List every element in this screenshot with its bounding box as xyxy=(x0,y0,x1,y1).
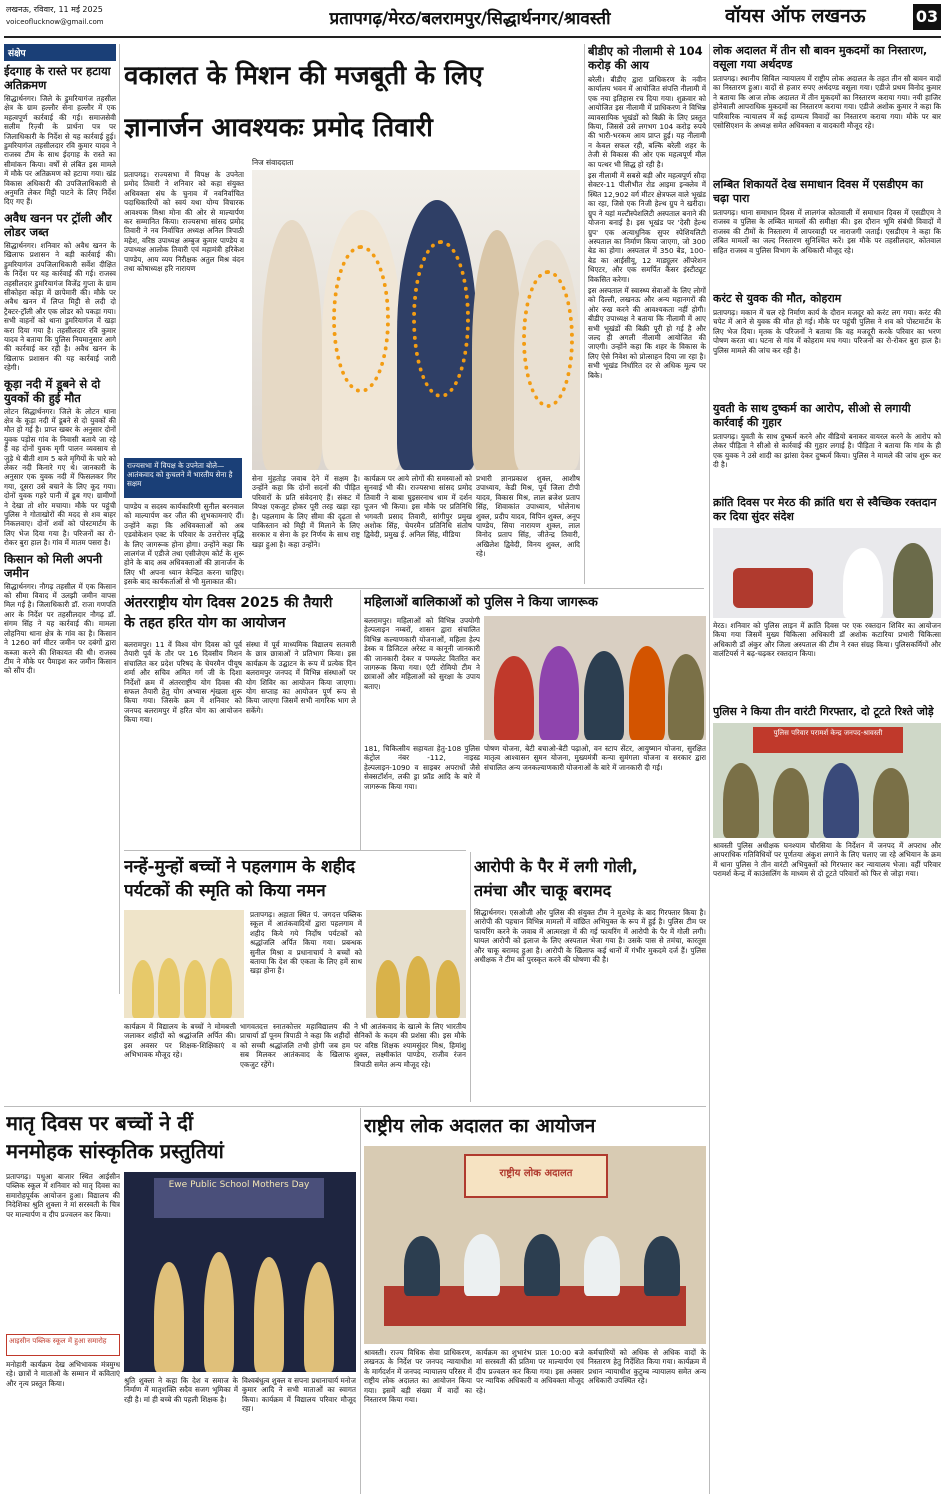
mothers-right-rule xyxy=(360,1108,361,1494)
brief-1-headline: ईदगाह के रास्ते पर हटाया अतिक्रमण xyxy=(4,64,111,92)
yoga-headline-1: अंतरराष्ट्रीय योग दिवस 2025 की तैयारी xyxy=(124,595,333,611)
lead-body-5: प्रभारी ज्ञानप्रकाश शुक्ल, आशीष उपाध्याय, केडी मिश्र, पूर्व जिला टीपी यादव, विकास मिश्र, लाल ब्रजेश प्रताप सिंह, शिवाकांत उपाध्याय, भोलेनाथ शुक्ल, प्रदीप यादव, विपिन शुक्ल, अनूप पाण्डेय, सिया नारायण शुक्ल, लाल विनोद प्रताप सिंह, जीतेन्द्र तिवारी, अखिलेश द्विवेदी, विनय शुक्ल, आदि रहे। xyxy=(476,474,580,559)
lok-adalat-body-1: श्रावस्ती। राज्य विधिक सेवा प्राधिकरण, लखनऊ के निर्देश पर जनपद न्यायाधीश के मार्गदर्शन में जनपद न्यायालय परिसर में राष्ट्रीय लोक अदालत का आयोजन किया गया। इसमें बड़ी संख्या में वादों का निस्तारण किया गया। xyxy=(364,1348,472,1405)
current-body: प्रतापगढ़। मकान में चल रहे निर्माण कार्य के दौरान मजदूर को करंट लग गया। करंट की चपेट में आने से युवक की मौत हो गई। मौके पर पहुंची पुलिस ने शव को पोस्टमार्टम के लिए भेज दिया। मृतक के परिजनों ने बताया कि वह मजदूरी करके परिवार का भरण पोषण करता था। घटना से गांव में कोहराम मच गया। परिजनों का रो-रोकर बुरा हाल है। पुलिस मामले की जांच कर रही है। xyxy=(713,308,941,355)
masthead-email: voiceoflucknow@gmail.com xyxy=(6,18,104,26)
children-headline-2: पर्यटकों की स्मृति को किया नमन xyxy=(124,881,326,901)
official-4 xyxy=(584,1236,620,1296)
mothers-headline-2: मनमोहक सांस्कृतिक प्रस्तुतियां xyxy=(6,1139,224,1163)
page-number xyxy=(913,4,941,30)
children-photo-2 xyxy=(366,910,466,1018)
children-body-4: ने भी आतंकवाद के खात्मे के लिए भारतीय सैनिकों के कदम की प्रशंसा की। इस मौके पर वरिष्ठ शिक्षक श्यामसुंदर मिश्र, हिमांशु शुक्ल, लक्ष्मीकांत पाण्डेय, राजीव रंजन त्रिपाठी समेत अन्य मौजूद रहे। xyxy=(354,1022,466,1069)
stage-banner-text: Ewe Public School Mothers Day xyxy=(168,1180,310,1190)
child-3 xyxy=(184,960,206,1018)
yoga-headline-2: के तहत हरित योग का आयोजन xyxy=(124,615,286,631)
counselling-banner-text: पुलिस परिवार परामर्श केन्द्र जनपद-श्रावस्ती xyxy=(773,729,883,737)
crowd-1 xyxy=(494,656,534,740)
lead-body-1: प्रतापगढ़। राज्यसभा में विपक्ष के उपनेता प्रमोद तिवारी ने शनिवार को कहा संयुक्त अधिवक्ता संघ के चुनाव में नवनिर्वाचित पदाधिकारियों को स्वयं यथा योग्य विचारक आवश्यक मिश्रा मोना की ओर से माल्यार्पण कर सम्मानित किया। राज्यसभा सांसद प्रमोद तिवारी ने नव निर्वाचित अध्यक्ष अनिल त्रिपाठी महेश, वरिष्ठ उपाध्यक्ष अम्बुज कुमार पाण्डेय व उपाध्यक्ष आलोक तिवारी एवं महामंत्री हरिकेश पाण्डेय, आय व्यय निरीक्षक अतुल मिश्र वंदन तथा कोषाध्यक्ष हरि नारायण xyxy=(124,170,244,274)
child-5 xyxy=(376,960,400,1018)
dancer-2 xyxy=(204,1252,234,1372)
page-number-text: 03 xyxy=(915,7,939,26)
yoga-body-1: बलरामपुर। 11 वें विश्व योग दिवस को पूर्व तैयारी पूर्व के तौर पर 16 दिवसीय मिशन संचालित कर प्रदेश परिषद के चेयरमैन पीयूष शर्मा और सचिव अमित गर्ग जी के दिशा निर्देशों क्रम में अंतरराष्ट्रीय योग दिवस की सफल तैयारी हेतु योग अभ्यास शृंखला शुरू किया गया। जिसके क्रम में शनिवार को जनपद बलरामपुर में हरित योग का आयोजन किया गया। xyxy=(124,640,242,725)
arrest-body: सिद्धार्थनगर। एसओजी और पुलिस की संयुक्त टीम ने मुठभेड़ के बाद गिरफ्तार किया है। आरोपी की पहचान विभिन्न मामलों में वांछित अभियुक्त के रूप में हुई है। पुलिस टीम पर फायरिंग करने के जवाब में आत्मरक्षा में की गई फायरिंग में आरोपी के पैर में गोली लगी। घायल आरोपी को इलाज के लिए अस्पताल भेजा गया है। उसके पास से तमंचा, कारतूस और चाकू बरामद हुआ है। आरोपी के खिलाफ कई थानों में गंभीर मुकदमे दर्ज हैं। पुलिस अधीक्षक ने टीम को पुरस्कृत करने की घोषणा की है। xyxy=(474,908,706,965)
officer-1 xyxy=(723,763,759,838)
section-title: प्रतापगढ़/मेरठ/बलरामपुर/सिद्धार्थनगर/श्रावस्ती xyxy=(329,9,611,29)
children-body-2: कार्यक्रम में विद्यालय के बच्चों ने मोमबत्ती जलाकर शहीदों को श्रद्धांजलि अर्पित की। इस अवसर पर शिक्षक-शिक्षिकाएं व अभिभावक मौजूद रहे। xyxy=(124,1022,236,1060)
child-6 xyxy=(406,956,430,1018)
stage-banner xyxy=(154,1178,324,1218)
children-body-3: भागवतदत्त स्नातकोत्तर महाविद्यालय की प्राचार्या डॉ पूनम त्रिपाठी ने कहा कि शहीदों को सच्ची श्रद्धांजलि तभी होगी जब हम सब मिलकर आतंकवाद के खिलाफ एकजुट रहेंगे। xyxy=(240,1022,350,1069)
mothers-headline-1: मातृ दिवस पर बच्चों ने दीं xyxy=(6,1111,194,1135)
lok-adalat-photo xyxy=(364,1146,706,1344)
brief-3-headline: कूड़ा नदी में डूबने से दो युवकों की हुई मौत xyxy=(4,376,101,405)
lead-body-3: सेना मुंहतोड़ जवाब देने में सक्षम है। उन्होंने कहा कि दोनों सदनों की पीड़ित परिवारों के प्रति संवेदनाएं हैं। संकट में विपक्ष एकजुट होकर पूरी तरह खड़ा रहा है। पहलगाम के लिए सीमा की दृढ़ता से पाकिस्तान को मिट्टी में मिलाने के लिए सरकार व सेना के हर निर्णय के साथ राष्ट्र खड़ा हुआ है। कहा उन्होंने। xyxy=(252,474,360,549)
brief-1-body: सिद्धार्थनगर। जिले के डुमरियागंज तहसील क्षेत्र के ग्राम हल्लौर सेना हल्लौर में एक महत्वपूर्ण कार्रवाई की गई। समाजसेवी सलीम रिज़्वी के प्रार्थना पत्र पर जिलाधिकारी के निर्देश से यह कार्रवाई हुई। डुमरियागंज तहसीलदार रवि कुमार यादव ने राजस्व टीम के साथ ईदगाह के रास्ते का सीमांकन किया। वर्षों से लंबित इस मामले में मौके पर अतिक्रमण को हटाया गया। खंड विकास अधिकारी की उपजिलाधिकारी से अनुमति लेकर मिट्टी पाटने के लिए निर्देश दिए गए हैं। xyxy=(4,94,116,207)
mothers-body-2: मनोहारी कार्यक्रम देख अभिभावक मंत्रमुग्ध रहे। छात्रों ने माताओं के सम्मान में कविताएं और नृत्य प्रस्तुत किया। xyxy=(6,1360,120,1388)
garland-3 xyxy=(522,270,574,408)
court-body: प्रतापगढ़। स्थानीय सिविल न्यायालय में राष्ट्रीय लोक अदालत के तहत तीन सौ बावन वादों का निस्तारण हुआ। वादों से हजार रुपए अर्थदण्ड वसूला गया। एडीजे प्रथम विनोद कुमार ने बताया कि आज लोक अदालत में तीन मुकदमों का निस्तारण कराया गया। नयी हाजिर होनेवाली आपराधिक मुकदमों का निस्तारण कराया गया। एडीजे अशोक कुमार ने कहा कि पारिवारिक न्यायालय में कई दाम्पत्य विवादों का निस्तारण कराया गया। मौके पर बार एसोसिएशन के अध्यक्ष समेत अधिवक्ता व वादकारी मौजूद रहे। xyxy=(713,74,941,131)
donor-figure xyxy=(733,568,813,608)
officer-4 xyxy=(873,768,909,838)
dancer-4 xyxy=(304,1262,334,1372)
children-right-rule xyxy=(470,852,471,1102)
lok-adalat-headline: राष्ट्रीय लोक अदालत का आयोजन xyxy=(364,1115,596,1137)
mahila-headline: महिलाओं बालिकाओं को पुलिस ने किया जागरूक xyxy=(364,595,598,610)
masthead-date: लखनऊ, रविवार, 11 मई 2025 xyxy=(6,5,103,14)
lead-pull-quote xyxy=(124,458,242,498)
child-2 xyxy=(158,958,180,1018)
crowd-5 xyxy=(668,654,704,740)
counselling-banner xyxy=(753,727,903,753)
nurse-figure xyxy=(843,548,883,618)
person-1 xyxy=(262,220,322,470)
police-headline: पुलिस ने किया तीन वारंटी गिरफ्तार, दो टूटते रिश्ते जोड़े xyxy=(713,705,934,718)
official-5 xyxy=(644,1236,680,1296)
brief-4-headline: किसान को मिली अपनी जमीन xyxy=(4,551,103,580)
brief-2-body: सिद्धार्थनगर। शनिवार को अवैध खनन के खिलाफ प्रशासन ने बड़ी कार्रवाई की। डुमरियागंज उपजिलाधिकारी सर्वेश दीक्षित के निर्देश पर यह कार्रवाई की गई। राजस्व तहसीलदार डुमरियागंज विजेंद्र गुप्ता के ग्राम सीकोहरा कोड़ा में छापेमारी की। मौके पर अवैध खनन में लिप्त मिट्टी से लदी दो ट्रैक्टर-ट्रॉली और एक लोडर को पकड़ा गया। सभी वाहनों को थाना डुमरियागंज में खड़ा करा दिया गया है। तहसीलदार रवि कुमार यादव ने बताया कि पुलिस नियमानुसार आगे की कार्रवाई कर रही है। अवैध खनन के खिलाफ प्रशासन की यह कार्रवाई जारी रहेगी। xyxy=(4,240,116,373)
masthead xyxy=(0,0,945,36)
dancer-3 xyxy=(254,1257,284,1372)
lead-headline-1: वकालत के मिशन की मजबूती के लिए xyxy=(124,61,483,91)
mahila-photo xyxy=(484,616,706,740)
bda-body-1: बरेली। बीडीए द्वारा प्राधिकरण के नवीन कार्यालय भवन में आयोजित संपत्ति नीलामी में एक नया इतिहास रच दिया गया। शुक्रवार को आयोजित इस नीलामी में प्राधिकरण ने विभिन्न व्यावसायिक भूखंडों को बिक्री के लिए प्रस्तुत किया, जिससे उसे लगभग 104 करोड़ रुपये की भारी-भरकम आय प्राप्त हुई। यह नीलामी न केवल सफल रही, बल्कि बरेली शहर के तेजी से विकास की ओर एक महत्वपूर्ण मील का पत्थर भी सिद्ध हो रही है। xyxy=(588,75,706,169)
official-3 xyxy=(524,1234,560,1296)
brief-3-body: लोटन सिद्धार्थनगर। जिले के लोटन थाना क्षेत्र के कूड़ा नदी में डूबने से दो युवकों की मौत हो गई है। प्राप्त खबर के अनुसार दोनों युवक पड़ोस गांव के निवासी बताये जा रहे हैं वह दोनों युवक मृगी पालन व्यवसाय से जुड़े थे बीती शाम 5 बजे मृगियों के चारे को लेकर नदी किनारे गए थे। जानकारी के अनुसार एक युवक नदी में फिसलकर गिर गया, दूसरा उसे बचाने के लिए कूद गया। दोनों युवक गहरे पानी में डूब गए। ग्रामीणों ने देखा तो शोर मचाया। मौके पर पहुंची पुलिस ने गोताखोरों की मदद से शव बाहर निकलवाए। दोनों शवों को पोस्टमार्टम के लिए भेज दिया गया है। परिजनों का रो-रोकर बुरा हाल है। गांव में मातम पसरा है। xyxy=(4,406,116,548)
masthead-rule xyxy=(4,36,941,38)
children-headline-1: नन्हें-मुन्हों बच्चों ने पहलगाम के शहीद xyxy=(124,857,356,877)
paper-name xyxy=(725,2,921,32)
children-body-1: प्रतापगढ़। अहाता स्थित पं. जगदत्त पब्लिक स्कूल में आतंकवादियों द्वारा पहलगाम में शहीद किये गये निर्दोष पर्यटकों को श्रद्धांजलि अर्पित किया गया। प्रबन्धक सुनील मिश्रा व प्रधानाचार्य ने बच्चों को बताया कि देश की एकता के लिए हमें साथ खड़ा होना है। xyxy=(250,910,362,976)
yoga-right-rule xyxy=(360,590,361,850)
mothers-photo xyxy=(124,1172,356,1372)
mothers-body-4: विश्वबंधुत्व शुक्ल व सपना प्रधानाचार्य मनोज कुमार आदि ने सभी माताओं का स्वागत किया। कार्यक्रम में विद्यालय परिवार मौजूद रहा। xyxy=(242,1376,356,1414)
dancer-1 xyxy=(154,1262,184,1372)
children-top-rule xyxy=(124,850,466,851)
court-headline: लोक अदालत में तीन सौ बावन मुकदमों का निस्तारण, वसूला गया अर्थदण्ड xyxy=(713,44,928,71)
yoga-body-2: संस्था में पूर्व माध्यमिक विद्यालय सतवारी के छात्र छात्राओं ने प्रतिभाग किया। इस कार्यक्रम के उद्घाटन के रूप में प्रत्येक दिन बलरामपुर जनपद में विभिन्न संस्थाओं पर योग शिविर का आयोजन किया जाएगा। योग सप्ताह का आयोजन पूर्ण रूप से किया जाएगा जिसमें सभी नागरिक भाग ले सकेंगे। xyxy=(246,640,356,715)
lok-adalat-banner-text: राष्ट्रीय लोक अदालत xyxy=(499,1168,573,1179)
crowd-3 xyxy=(584,651,624,740)
official-1 xyxy=(404,1236,440,1296)
lead-body-2: पाण्डेय व सदस्य कार्यकारिणी सुनील बरनवाल को माल्यार्पण कर जीत की शुभकामनाएं दीं। उन्होंने कहा कि अधिवक्ताओं को अब एडवोकेशन एक्ट के परिवार के उत्तरोत्तर वृद्धि के लिए जागरूक होना होगा। उन्होंने कहा कि लालगंज में एडीजे तथा एसीजेएम कोर्ट के शुरू होने के बाद अब अधिवक्ताओं की ज्ञानार्जन के लिए भी अपना ध्यान केन्द्रित करना चाहिए। इसके बाद कार्यकर्ताओं से भी मुलाकात की। xyxy=(124,502,244,587)
lead-pull-quote-text: राज्यसभा में विपक्ष के उपनेता बोले—आतंकवाद को कुचलने में भारतीय सेना है सक्षम xyxy=(127,461,233,488)
mothers-top-rule xyxy=(4,1106,706,1107)
lok-adalat-body-2: कार्यक्रम का शुभारंभ प्रातः 10:00 बजे मां सरस्वती की प्रतिमा पर माल्यार्पण एवं दीप प्रज्वलन कर किया गया। इस अवसर पर न्यायिक अधिकारी व अधिवक्ता मौजूद रहे। xyxy=(476,1348,584,1395)
brief-2-headline: अवैध खनन पर ट्रॉली और लोडर जब्त xyxy=(4,210,112,239)
mothers-body-1: प्रतापगढ़। पधुआ बाजार स्थित आईसीन पब्लिक स्कूल में शनिवार को मातृ दिवस का समारोहपूर्वक आयोजन हुआ। विद्यालय की निदेशिका श्रुति शुक्ला ने मां सरस्वती के चित्र पर माल्यार्पण व दीप प्रज्वलन कर किया। xyxy=(6,1172,120,1219)
mahila-photo-caption: 181, चिकित्सीय सहायता हेतु-108 पुलिस कंट्रोल नंबर -112, नाइस्ड हेल्पलाइन-1090 व साइबर अपराधों जैसे सेक्सटॉर्शन, लकी ड्रा फ्रॉड आदि के बारे में जागरूक किया गया। xyxy=(364,744,480,791)
bda-body-3: इस अस्पताल में स्वास्थ्य सेवाओं के लिए लोगों को दिल्ली, लखनऊ और अन्य महानगरों की ओर रुख करने की आवश्यकता नहीं होगी। बीडीए उपाध्यक्ष ने बताया कि नीलामी में आए सभी भूखंडों की बिक्री पूरी हो गई है और जल्द ही अगली नीलामी आयोजित की जाएगी। उन्होंने कहा कि शहर के विकास के लिए ऐसे निवेश को प्रोत्साहन दिया जा रहा है। सभी भूखंड निर्धारित दर से अधिक मूल्य पर बिके। xyxy=(588,285,706,380)
officer-3 xyxy=(823,763,859,838)
mothers-badge xyxy=(6,1334,120,1356)
yoga-top-rule xyxy=(124,588,704,589)
child-7 xyxy=(436,960,460,1018)
lead-photo xyxy=(252,170,580,470)
lok-adalat-body-3: कर्मचारियों को अधिक से अधिक वादों के निस्तारण हेतु निर्देशित किया गया। कार्यक्रम में प्रधान न्यायाधीश कुटुम्ब न्यायालय समेत अन्य अधिकारी उपस्थित रहे। xyxy=(588,1348,706,1386)
mothers-body-3: श्रुति शुक्ला ने कहा कि देश व समाज के निर्माण में मातृशक्ति सदैव सजग भूमिका में रही है। मां ही बच्चे की पहली शिक्षक है। xyxy=(124,1376,238,1404)
brief-4-body: सिद्धार्थनगर। नौगढ़ तहसील में एक किसान को सीमा विवाद में उलझी जमीन वापस मिल गई है। जिलाधिकारी डॉ. राजा गणपति आर के निर्देश पर तहसीलदार नौगढ़ डॉ. संगम सिंह ने यह कार्रवाई की। मामला लोहनिया थाना क्षेत्र के गांव का है। किसान ने 1260 वर्ग मीटर जमीन पर दबंगों द्वारा कब्जा करने की शिकायत की थी। राजस्व टीम ने मौके पर पैमाइश कर जमीन किसान को सौंप दी। xyxy=(4,581,116,676)
child-1 xyxy=(132,960,154,1018)
bda-story xyxy=(588,44,706,584)
official-2 xyxy=(464,1234,500,1296)
sdm-body: प्रतापगढ़। थाना समाधान दिवस में लालगंज कोतवाली में समाधान दिवस में एसडीएम ने राजस्व व पुलिस के लम्बित मामलों की समीक्षा की। इस दौरान भूमि संबंधी विवादों में राजस्व की टीमों के निस्तारण में लापरवाही पर नाराजगी जताई। एसडीएम ने कहा कि लंबित मामलों का जल्द निस्तारण सुनिश्चित करें। इस मौके पर तहसीलदार, कोतवाल सहित राजस्व व पुलिस विभाग के अधिकारी मौजूद रहे। xyxy=(713,208,941,255)
police-counselling-photo xyxy=(713,723,941,838)
briefs-label: संक्षेप xyxy=(4,44,116,61)
assault-body: प्रतापगढ़। युवती के साथ दुष्कर्म करने और वीडियो बनाकर वायरल करने के आरोप को लेकर पीड़िता ने सीओ से कार्रवाई की गुहार लगाई है। पीड़िता ने बताया कि गांव के ही एक युवक ने उसे शादी का झांसा देकर दुष्कर्म किया। पुलिस ने मामले की जांच शुरू कर दी है। xyxy=(713,432,941,470)
right-stack xyxy=(713,44,941,1494)
left-column xyxy=(4,44,116,994)
bda-right-rule xyxy=(709,44,710,1494)
mahila-body-1: बलरामपुर। महिलाओं को विभिन्न उपयोगी हेल्पलाइन नम्बरों, शासन द्वारा संचालित विभिन्न कल्याणकारी योजनाओं, महिला हेल्प डेस्क व डिजिटल अरेस्ट व कानूनी जानकारी की जानकारी देकर व पम्फलेट वितरित कर जागरूक किया गया। एंटी रोमियो टीम ने छात्राओं और महिलाओं को सुरक्षा के उपाय बताए। xyxy=(364,616,480,691)
lead-body-4: कार्यक्रम पर आये लोगों की समस्याओं को सुनवाई भी की। राज्यसभा सांसद प्रमोद तिवारी ने बाबा घुइसरनाथ धाम में दर्शन पूजन भी किया। इस मौके पर प्रतिनिधि भगवती प्रसाद तिवारी, सांगीपुर प्रमुख अशोक सिंह, चेयरमैन प्रतिनिधि संतोष द्विवेदी, प्रमुख ई. अनिल सिंह, मीडिया xyxy=(364,474,472,540)
lead-right-rule xyxy=(584,44,585,584)
assault-headline: युवती के साथ दुष्कर्म का आरोप, सीओ से लगायी कार्रवाई की गुहार xyxy=(713,402,911,429)
arrest-headline-2: तमंचा और चाकू बरामद xyxy=(474,881,612,900)
officer-2 xyxy=(773,768,809,838)
crowd-2 xyxy=(539,646,579,740)
paper-name-text: वॉयस ऑफ लखनऊ xyxy=(725,5,866,27)
lead-headline-2: ज्ञानार्जन आवश्यकः प्रमोद तिवारी xyxy=(124,113,433,143)
arrest-headline-1: आरोपी के पैर में लगी गोली, xyxy=(474,857,638,876)
left-column-rule xyxy=(119,44,120,994)
blood-donation-photo xyxy=(713,528,941,618)
child-4 xyxy=(210,958,232,1018)
sdm-headline: लम्बित शिकायतें देख समाधान दिवस में एसडीएम का चढ़ा पारा xyxy=(713,178,923,205)
bda-headline: बीडीए को नीलामी से 104 करोड़ की आय xyxy=(588,44,703,72)
lead-byline: निज संवाददाता xyxy=(252,158,294,167)
blood-body: मेरठ। शनिवार को पुलिस लाइन में क्रांति दिवस पर एक रक्तदान शिविर का आयोजन किया गया जिसमें मुख्य चिकित्सा अधिकारी डॉ अशोक कटारिया प्रभारी चिकित्सा अधिकारी डॉ अंकुर और जिला अस्पताल की टीम ने रक्त संग्रह किया। पुलिसकर्मियों और वालंटियर्स ने बढ़-चढ़कर रक्तदान किया। xyxy=(713,621,941,659)
current-headline: करंट से युवक की मौत, कोहराम xyxy=(713,292,842,305)
garland-2 xyxy=(412,240,470,398)
lok-adalat-banner xyxy=(464,1154,608,1198)
officer-figure xyxy=(893,543,933,618)
blood-headline: क्रांति दिवस पर मेरठ की क्रांति धरा से स्वैच्छिक रक्तदान कर दिया सुंदर संदेश xyxy=(713,496,937,523)
mothers-badge-text: आइसीन पब्लिक स्कूल में हुआ समारोह xyxy=(9,1337,107,1345)
mahila-body-2: पोषण योजना, बेटी बचाओ-बेटी पढ़ाओ, वन स्टाप सेंटर, आयुष्मान योजना, सुरक्षित मातृत्व आश्वासन सुमन योजना, मुख्यमंत्री कन्या सुमंगला योजना व सरकार द्वारा संचालित अन्य जनकल्याणकारी योजनाओं के बारे में जानकारी दी गई। xyxy=(484,744,706,772)
crowd-4 xyxy=(629,646,665,740)
garland-1 xyxy=(332,245,390,393)
children-photo xyxy=(124,910,244,1018)
bda-body-2: इस नीलामी में सबसे बड़ी और महत्वपूर्ण सौदा सेक्टर-11 पीलीभीत रोड आइमा इन्क्लेव में स्थित 12,902 वर्ग मीटर क्षेत्रफल वाले भूखंड का रहा, जिसे एक निजी हेल्थ ग्रुप ने खरीदा। ग्रुप ने यहां मल्टीस्पेशलिटी अस्पताल बनाने की योजना बनाई है। इस भूखंड पर 'देसी हेल्थ ग्रुप' एक अत्याधुनिक सुपर स्पेशियलिटी अस्पताल का निर्माण किया जाएगा, जो 300 बेड का होगा। अस्पताल में 350 बेड, 100-बेड का आईसीयू, 12 माड्यूलर ऑपरेशन थिएटर, और एक समर्पित कैंसर इंस्टीट्यूट विकसित करेगा। xyxy=(588,171,706,284)
police-body: श्रावस्ती पुलिस अधीक्षक घनश्याम चौरसिया के निर्देशन में जनपद में अपराध और आपराधिक गतिविधियों पर पूर्णतया अंकुश लगाने के लिए चलाए जा रहे अभियान के क्रम में थाना पुलिस ने तीन वारंटी अभियुक्तों को गिरफ्तार कर न्यायालय भेजा। वहीं परिवार परामर्श केन्द्र में काउंसलिंग के माध्यम से दो टूटते परिवारों को फिर से जोड़ा गया। xyxy=(713,841,941,879)
